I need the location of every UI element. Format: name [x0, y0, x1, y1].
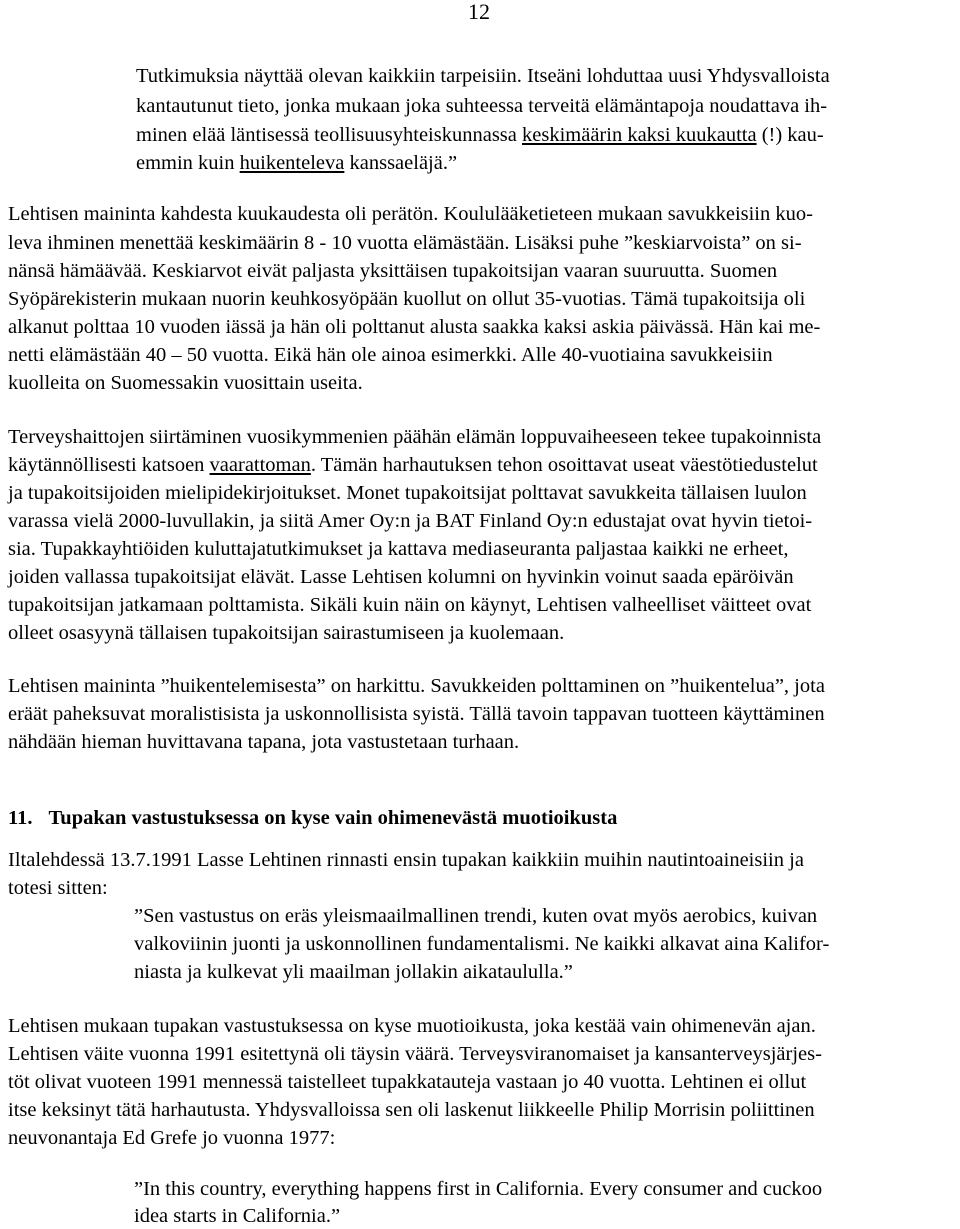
- para3-line8: olleet osasyynä tällaisen tupakoitsijan sairastumiseen ja kuolemaan.: [8, 622, 565, 644]
- para4-line3: nähdään hieman huvittavana tapana, jota vastustetaan turhaan.: [8, 731, 520, 753]
- para4-line2: eräät paheksuvat moralistisista ja uskonnollisista syistä. Tällä tavoin tappavan tuotteen käyttäminen: [8, 703, 825, 725]
- para1-line2: kantautunut tieto, jonka mukaan joka suhteessa terveitä elämäntapoja noudattava ih-: [136, 95, 828, 117]
- quote1-line2: valkoviinin juonti ja uskonnollinen fundamentalismi. Ne kaikki alkavat aina Kalifor-: [134, 933, 830, 955]
- para2-line2: leva ihminen menettää keskimäärin 8 - 10 vuotta elämästään. Lisäksi puhe ”keskiarvoista” on si-: [8, 232, 802, 254]
- para5-line2: totesi sitten:: [8, 877, 108, 899]
- quote2-line2: idea starts in California.”: [134, 1205, 341, 1227]
- underlined-text: vaarattoman: [209, 454, 311, 476]
- quote1-line1: ”Sen vastustus on eräs yleismaailmallinen trendi, kuten ovat myös aerobics, kuivan: [134, 905, 818, 927]
- para2-line5: alkanut polttaa 10 vuoden iässä ja hän oli polttanut alusta saakka kaksi askia päivässä. Hän kai me-: [8, 316, 821, 338]
- para3-line5: sia. Tupakkayhtiöiden kuluttajatutkimukset ja kattava mediaseuranta paljastaa kaikki ne erheet,: [8, 538, 789, 560]
- text: minen elää läntisessä teollisuusyhteiskunnassa: [136, 124, 523, 146]
- text: kanssaeläjä.”: [344, 152, 458, 174]
- text: käytännöllisesti katsoen: [8, 454, 210, 476]
- section-number: 11.: [8, 807, 33, 829]
- para3-line2: [8, 452, 818, 478]
- para3-line6: joiden vallassa tupakoitsijat elävät. Lasse Lehtisen kolumni on hyvinkin voinut saada epäröivän: [8, 566, 794, 588]
- para1-line4: [136, 150, 457, 176]
- quote1-line3: niasta ja kulkevat yli maailman jollakin aikataululla.”: [134, 961, 573, 983]
- para2-line6: netti elämästään 40 – 50 vuotta. Eikä hän ole ainoa esimerkki. Alle 40-vuotiaina savukkeisiin: [8, 344, 773, 366]
- para3-line7: tupakoitsijan jatkamaan polttamista. Sikäli kuin näin on käynyt, Lehtisen valheelliset väitteet ovat: [8, 594, 812, 616]
- para2-line7: kuolleita on Suomessakin vuosittain useita.: [8, 372, 363, 394]
- para6-line4: itse keksinyt tätä harhautusta. Yhdysvalloissa sen oli laskenut liikkeelle Philip Morrisin poliittinen: [8, 1099, 815, 1121]
- text: (!) kau-: [756, 124, 824, 146]
- para6-line3: töt olivat vuoteen 1991 mennessä taistelleet tupakkatauteja vastaan jo 40 vuotta. Lehtinen ei ollut: [8, 1071, 807, 1093]
- text: . Tämän harhautuksen tehon osoittavat useat väestötiedustelut: [310, 454, 818, 476]
- para4-line1: Lehtisen maininta ”huikentelemisesta” on harkittu. Savukkeiden polttaminen on ”huikentelua”, jota: [8, 675, 825, 697]
- underlined-text: keskimäärin kaksi kuukautta: [522, 124, 757, 146]
- para5-line1: Iltalehdessä 13.7.1991 Lasse Lehtinen rinnasti ensin tupakan kaikkiin muihin nautintoaineisiin ja: [8, 849, 804, 871]
- para2-line4: Syöpärekisterin mukaan nuorin keuhkosyöpään kuollut on ollut 35-vuotias. Tämä tupakoitsija oli: [8, 288, 806, 310]
- para3-line4: varassa vielä 2000-luvullakin, ja siitä Amer Oy:n ja BAT Finland Oy:n edustajat ovat hyvin tietoi-: [8, 510, 813, 532]
- para6-line5: neuvonantaja Ed Grefe jo vuonna 1977:: [8, 1127, 336, 1149]
- para6-line2: Lehtisen väite vuonna 1991 esitettynä oli täysin väärä. Terveysviranomaiset ja kansanterveysjärjes-: [8, 1043, 822, 1065]
- quote2-line1: ”In this country, everything happens first in California. Every consumer and cuckoo: [134, 1178, 823, 1200]
- underlined-text: huikenteleva: [239, 152, 345, 174]
- page-number: 12: [468, 0, 490, 24]
- para2-line3: nänsä hämäävää. Keskiarvot eivät paljasta yksittäisen tupakoitsijan vaaran suuruutta. Suomen: [8, 260, 778, 282]
- section-heading: [8, 805, 617, 831]
- para1-line3: [136, 122, 824, 148]
- section-title: Tupakan vastustuksessa on kyse vain ohimenevästä muotioikusta: [48, 807, 618, 829]
- para1-line1: Tutkimuksia näyttää olevan kaikkiin tarpeisiin. Itseäni lohduttaa uusi Yhdysvalloista: [136, 65, 830, 87]
- para6-line1: Lehtisen mukaan tupakan vastustuksessa on kyse muotioikusta, joka kestää vain ohimenevän ajan.: [8, 1015, 816, 1037]
- para2-line1: Lehtisen maininta kahdesta kuukaudesta oli perätön. Koululääketieteen mukaan savukkeisiin kuo-: [8, 203, 813, 225]
- para3-line1: Terveyshaittojen siirtäminen vuosikymmenien päähän elämän loppuvaiheeseen tekee tupakoinnista: [8, 426, 822, 448]
- para3-line3: ja tupakoitsijoiden mielipidekirjoitukset. Monet tupakoitsijat polttavat savukkeita tällaisen luulon: [8, 482, 807, 504]
- text: emmin kuin: [136, 152, 240, 174]
